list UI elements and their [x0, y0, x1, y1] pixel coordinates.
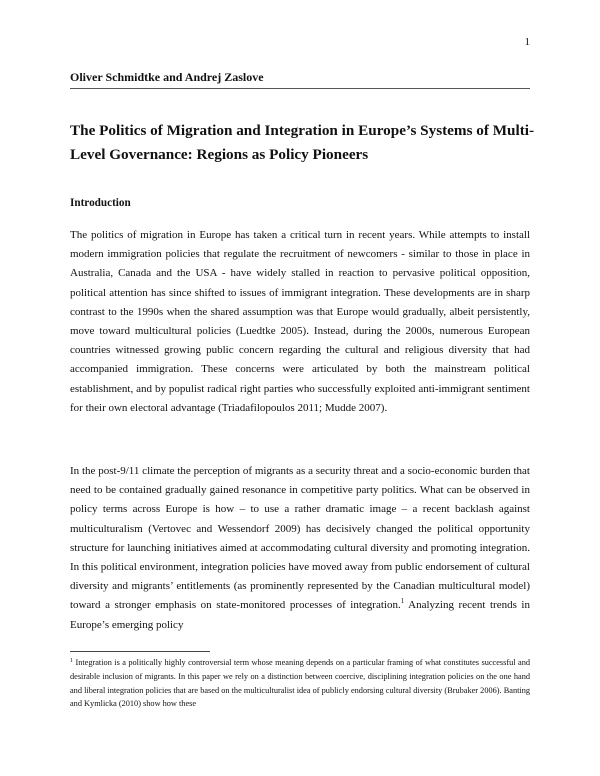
- header-divider: [70, 88, 530, 89]
- footnote-text: Integration is a politically highly controversial term whose meaning depends on a particular framing of what constitutes successful and desirable inclusion of migrants. In this paper we rely on a distinction between coercive, disciplining integration policies on the one hand and liberal integration policies that are based on the multiculturalist idea of publicly endorsing cultural diversity (Brubaker 2006). Banting and Kymlicka (2010) show how these: [70, 658, 530, 709]
- paper-title: The Politics of Migration and Integration in Europe’s Systems of Multi-Level Governance: Regions as Policy Pioneers: [70, 122, 535, 163]
- footnote-divider: [70, 651, 210, 652]
- section-heading: Introduction: [70, 197, 131, 209]
- paragraph-text: Analyzing recent trends in Europe’s emerging policy: [70, 599, 530, 631]
- author-line: Oliver Schmidtke and Andrej Zaslove: [70, 70, 264, 84]
- body-paragraph: [70, 462, 530, 635]
- page-number: 1: [524, 36, 530, 48]
- paragraph-text: In the post-9/11 climate the perception of migrants as a security threat and a socio-economic burden that need to be contained gradually gained resonance in competitive party politics. What can be observed in policy terms across Europe is how – to use a rather dramatic image – a recent backlash against multiculturalism (Vertovec and Wessendorf 2009) has decisively changed the political opportunity structure for launching initiatives aimed at accommodating cultural diversity and promoting integration. In this political environment, integration policies have moved away from public endorsement of cultural diversity and migrants’ entitlements (as prominently represented by the Canadian multicultural model) toward a stronger emphasis on state-monitored processes of integration.: [70, 465, 530, 612]
- footnote-marker: 1: [70, 658, 73, 664]
- footnote: [70, 656, 530, 711]
- footnote-reference[interactable]: 1: [400, 597, 405, 606]
- body-paragraph: The politics of migration in Europe has taken a critical turn in recent years. While attempts to install modern immigration policies that regulate the recruitment of newcomers - similar to those in place in Australia, Canada and the USA - have widely stalled in reaction to pervasive political opposition, political attention has since shifted to issues of immigrant integration. These developments are in sharp contrast to the 1990s when the shared assumption was that Europe would gradually, albeit persistently, move toward multicultural policies (Luedtke 2005). Instead, during the 2000s, numerous European countries witnessed growing public concern regarding the cultural and religious diversity that had accompanied immigration. These concerns were articulated by both the mainstream political establishment, and by populist radical right parties who successfully exploited anti-immigrant sentiment for their own electoral advantage (Triadafilopoulos 2011; Mudde 2007).: [70, 229, 530, 414]
